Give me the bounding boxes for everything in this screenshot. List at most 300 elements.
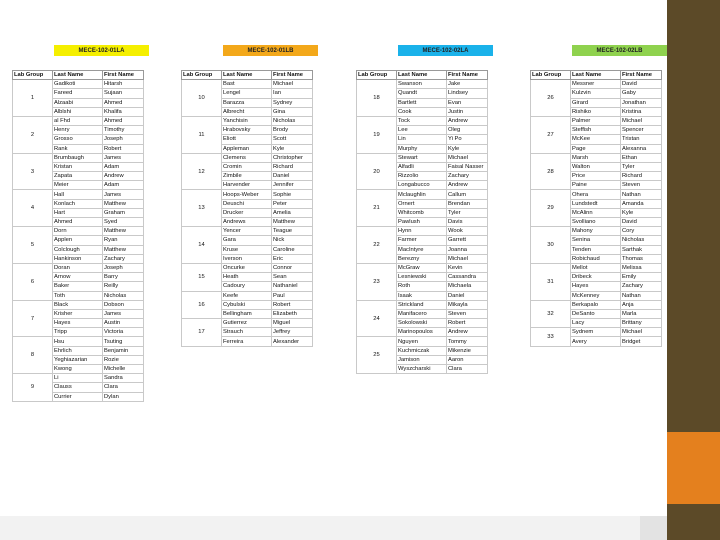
first-name-cell: Timothy xyxy=(103,126,144,135)
first-name-cell: James xyxy=(103,309,144,318)
first-name-cell: Reilly xyxy=(103,282,144,291)
first-name-cell: Sydney xyxy=(272,98,313,107)
first-name-cell: Robert xyxy=(103,144,144,153)
last-name-cell: Konlach xyxy=(53,199,103,208)
last-name-cell: Harvender xyxy=(222,181,272,190)
first-name-cell: Yi Po xyxy=(447,135,488,144)
column-header: Last Name xyxy=(397,71,447,80)
first-name-cell: Richard xyxy=(621,172,662,181)
last-name-cell: Iverson xyxy=(222,254,272,263)
lab-group-number: 26 xyxy=(531,80,571,117)
last-name-cell: McGraw xyxy=(397,263,447,272)
last-name-cell: Drucker xyxy=(222,208,272,217)
first-name-cell: Rozie xyxy=(103,355,144,364)
lab-group-number: 23 xyxy=(357,263,397,300)
first-name-cell: Ian xyxy=(272,89,313,98)
last-name-cell: Gutierrez xyxy=(222,319,272,328)
last-name-cell: Mahony xyxy=(571,227,621,236)
last-name-cell: Hayes xyxy=(571,282,621,291)
lab-group-number: 7 xyxy=(13,300,53,337)
last-name-cell: Bartlett xyxy=(397,98,447,107)
last-name-cell: Kruse xyxy=(222,245,272,254)
first-name-cell: Thomas xyxy=(621,254,662,263)
last-name-cell: Zapata xyxy=(53,172,103,181)
last-name-cell: DeSanto xyxy=(571,309,621,318)
first-name-cell: Zachary xyxy=(621,282,662,291)
table-row xyxy=(357,190,488,199)
first-name-cell: Tyler xyxy=(621,162,662,171)
lab-group-number: 5 xyxy=(13,227,53,264)
last-name-cell: Hoops-Weber xyxy=(222,190,272,199)
lab-group-number: 1 xyxy=(13,80,53,117)
last-name-cell: Ornert xyxy=(397,199,447,208)
first-name-cell: Steven xyxy=(447,309,488,318)
column-header: Last Name xyxy=(53,71,103,80)
column-header: Last Name xyxy=(571,71,621,80)
last-name-cell: Strauch xyxy=(222,328,272,337)
table-02la xyxy=(356,47,488,374)
last-name-cell: Cybulski xyxy=(222,300,272,309)
first-name-cell: Mikenzie xyxy=(447,346,488,355)
first-name-cell: Matthew xyxy=(103,199,144,208)
first-name-cell: Khalifa xyxy=(103,107,144,116)
table-row xyxy=(13,300,144,309)
first-name-cell: Daniel xyxy=(272,172,313,181)
last-name-cell: Ohera xyxy=(571,190,621,199)
first-name-cell: Kyle xyxy=(272,144,313,153)
lab-group-number: 20 xyxy=(357,153,397,190)
last-name-cell: Messner xyxy=(571,80,621,89)
first-name-cell: Sean xyxy=(272,273,313,282)
last-name-cell: Toth xyxy=(53,291,103,300)
lab-group-number: 27 xyxy=(531,116,571,153)
last-name-cell: Dribeck xyxy=(571,273,621,282)
first-name-cell: Nicholas xyxy=(621,236,662,245)
last-name-cell: Fareed xyxy=(53,89,103,98)
last-name-cell: Walton xyxy=(571,162,621,171)
last-name-cell: Hynn xyxy=(397,227,447,236)
first-name-cell: Barry xyxy=(103,273,144,282)
last-name-cell: Page xyxy=(571,144,621,153)
last-name-cell: Deuschi xyxy=(222,199,272,208)
first-name-cell: Matthew xyxy=(272,218,313,227)
lab-group-number: 9 xyxy=(13,374,53,402)
first-name-cell: Alexander xyxy=(272,337,313,346)
roster-table xyxy=(181,70,313,347)
first-name-cell: Tsuting xyxy=(103,337,144,346)
table-01lb xyxy=(181,47,313,347)
table-row xyxy=(13,337,144,346)
last-name-cell: Meier xyxy=(53,181,103,190)
last-name-cell: Alzaabi xyxy=(53,98,103,107)
first-name-cell: Jake xyxy=(447,80,488,89)
first-name-cell: Gina xyxy=(272,107,313,116)
last-name-cell: Cook xyxy=(397,107,447,116)
first-name-cell: Ethan xyxy=(621,153,662,162)
first-name-cell: James xyxy=(103,190,144,199)
first-name-cell: Kristina xyxy=(621,107,662,116)
first-name-cell: Tommy xyxy=(447,337,488,346)
lab-group-number: 15 xyxy=(182,263,222,291)
column-header: Lab Group xyxy=(13,71,53,80)
last-name-cell: Swanson xyxy=(397,80,447,89)
last-name-cell: Hrabovsky xyxy=(222,126,272,135)
column-header: Lab Group xyxy=(357,71,397,80)
last-name-cell: MacIntyre xyxy=(397,245,447,254)
first-name-cell: Jeffrey xyxy=(272,328,313,337)
last-name-cell: Steffish xyxy=(571,126,621,135)
lab-group-number: 32 xyxy=(531,300,571,328)
last-name-cell: Stewart xyxy=(397,153,447,162)
first-name-cell: Michael xyxy=(447,153,488,162)
table-row xyxy=(182,116,313,125)
last-name-cell: Bellingham xyxy=(222,309,272,318)
first-name-cell: Nathan xyxy=(621,291,662,300)
section-title: MECE-102-02LB xyxy=(572,45,667,56)
last-name-cell: Palmer xyxy=(571,116,621,125)
last-name-cell: Kristan xyxy=(53,162,103,171)
table-row xyxy=(357,263,488,272)
last-name-cell: Ehrlich xyxy=(53,346,103,355)
first-name-cell: Kyle xyxy=(447,144,488,153)
lab-group-number: 3 xyxy=(13,153,53,190)
lab-group-number: 8 xyxy=(13,337,53,374)
last-name-cell: Ferreira xyxy=(222,337,272,346)
first-name-cell: Wook xyxy=(447,227,488,236)
lab-group-number: 19 xyxy=(357,116,397,153)
last-name-cell: Lacy xyxy=(571,319,621,328)
last-name-cell: Price xyxy=(571,172,621,181)
lab-group-number: 12 xyxy=(182,153,222,190)
first-name-cell: Robert xyxy=(272,300,313,309)
last-name-cell: Clauss xyxy=(53,383,103,392)
first-name-cell: Nick xyxy=(272,236,313,245)
table-row xyxy=(13,80,144,89)
last-name-cell: Tenden xyxy=(571,245,621,254)
table-row xyxy=(357,227,488,236)
last-name-cell: Svolliano xyxy=(571,218,621,227)
first-name-cell: Sarthak xyxy=(621,245,662,254)
table-row xyxy=(182,319,313,328)
first-name-cell: Brody xyxy=(272,126,313,135)
last-name-cell: Lin xyxy=(397,135,447,144)
table-row xyxy=(182,227,313,236)
first-name-cell: Amanda xyxy=(621,199,662,208)
first-name-cell: Michael xyxy=(621,328,662,337)
last-name-cell: Kuchmiczak xyxy=(397,346,447,355)
first-name-cell: Nathaniel xyxy=(272,282,313,291)
first-name-cell: Callum xyxy=(447,190,488,199)
first-name-cell: Tristan xyxy=(621,135,662,144)
last-name-cell: Lengel xyxy=(222,89,272,98)
header-row xyxy=(531,71,662,80)
first-name-cell: Joanna xyxy=(447,245,488,254)
last-name-cell: Yencer xyxy=(222,227,272,236)
first-name-cell: Evan xyxy=(447,98,488,107)
first-name-cell: Adam xyxy=(103,162,144,171)
last-name-cell: Applen xyxy=(53,236,103,245)
lab-group-number: 10 xyxy=(182,80,222,117)
lab-group-number: 6 xyxy=(13,263,53,300)
first-name-cell: Justin xyxy=(447,107,488,116)
first-name-cell: Connor xyxy=(272,263,313,272)
roster-table xyxy=(12,70,144,402)
lab-group-number: 31 xyxy=(531,263,571,300)
first-name-cell: Matthew xyxy=(103,245,144,254)
lab-group-number: 25 xyxy=(357,337,397,374)
table-row xyxy=(357,337,488,346)
section-title: MECE-102-01LB xyxy=(223,45,318,56)
table-row xyxy=(531,227,662,236)
lab-group-number: 16 xyxy=(182,291,222,319)
last-name-cell: Isaak xyxy=(397,291,447,300)
first-name-cell: Ryan xyxy=(103,236,144,245)
last-name-cell: Arnow xyxy=(53,273,103,282)
last-name-cell: Henry xyxy=(53,126,103,135)
table-row xyxy=(357,153,488,162)
lab-group-number: 18 xyxy=(357,80,397,117)
header-row xyxy=(182,71,313,80)
last-name-cell: Robichaud xyxy=(571,254,621,263)
lab-group-number: 13 xyxy=(182,190,222,227)
first-name-cell: Clara xyxy=(447,365,488,374)
lab-group-number: 22 xyxy=(357,227,397,264)
first-name-cell: Peter xyxy=(272,199,313,208)
last-name-cell: Barazza xyxy=(222,98,272,107)
orange-accent-block xyxy=(667,432,720,504)
last-name-cell: Wyszcharski xyxy=(397,365,447,374)
table-row xyxy=(357,300,488,309)
last-name-cell: Jamison xyxy=(397,355,447,364)
first-name-cell: Michelle xyxy=(103,365,144,374)
last-name-cell: Hsu xyxy=(53,337,103,346)
first-name-cell: Melissa xyxy=(621,263,662,272)
first-name-cell: Michaela xyxy=(447,282,488,291)
last-name-cell: McAlinn xyxy=(571,208,621,217)
table-row xyxy=(357,80,488,89)
first-name-cell: Andrew xyxy=(447,328,488,337)
last-name-cell: Hall xyxy=(53,190,103,199)
last-name-cell: Cadoury xyxy=(222,282,272,291)
last-name-cell: Yeghiazarian xyxy=(53,355,103,364)
first-name-cell: Aaron xyxy=(447,355,488,364)
last-name-cell: Keefe xyxy=(222,291,272,300)
lab-group-number: 14 xyxy=(182,227,222,264)
last-name-cell: Alfadli xyxy=(397,162,447,171)
last-name-cell: Roth xyxy=(397,282,447,291)
last-name-cell: Girard xyxy=(571,98,621,107)
first-name-cell: Elizabeth xyxy=(272,309,313,318)
first-name-cell: Anja xyxy=(621,300,662,309)
last-name-cell: Tripp xyxy=(53,328,103,337)
first-name-cell: Brittany xyxy=(621,319,662,328)
last-name-cell: Avery xyxy=(571,337,621,346)
last-name-cell: Yanchisin xyxy=(222,116,272,125)
last-name-cell: Murphy xyxy=(397,144,447,153)
first-name-cell: Kyle xyxy=(621,208,662,217)
last-name-cell: Andrews xyxy=(222,218,272,227)
table-row xyxy=(182,80,313,89)
first-name-cell: Steven xyxy=(621,181,662,190)
last-name-cell: Marinopoulos xyxy=(397,328,447,337)
last-name-cell: Rishiko xyxy=(571,107,621,116)
first-name-cell: Clara xyxy=(103,383,144,392)
last-name-cell: Senina xyxy=(571,236,621,245)
last-name-cell: Paine xyxy=(571,181,621,190)
last-name-cell: Ahmed xyxy=(53,218,103,227)
lab-group-number: 2 xyxy=(13,116,53,153)
last-name-cell: Berkapalo xyxy=(571,300,621,309)
first-name-cell: Jennifer xyxy=(272,181,313,190)
section-title: MECE-102-01LA xyxy=(54,45,149,56)
last-name-cell: Rizzolio xyxy=(397,172,447,181)
table-row xyxy=(531,190,662,199)
table-row xyxy=(531,328,662,337)
first-name-cell: Garrett xyxy=(447,236,488,245)
last-name-cell: Gara xyxy=(222,236,272,245)
first-name-cell: Sophie xyxy=(272,190,313,199)
first-name-cell: Gaby xyxy=(621,89,662,98)
first-name-cell: Marla xyxy=(621,309,662,318)
first-name-cell: Teague xyxy=(272,227,313,236)
lab-group-number: 33 xyxy=(531,328,571,346)
last-name-cell: Dorn xyxy=(53,227,103,236)
last-name-cell: Li xyxy=(53,374,103,383)
last-name-cell: Lee xyxy=(397,126,447,135)
first-name-cell: Zachary xyxy=(447,172,488,181)
first-name-cell: Matthew xyxy=(103,227,144,236)
first-name-cell: Hitarsh xyxy=(103,80,144,89)
first-name-cell: Joseph xyxy=(103,263,144,272)
first-name-cell: Christopher xyxy=(272,153,313,162)
last-name-cell: Farmer xyxy=(397,236,447,245)
first-name-cell: Oleg xyxy=(447,126,488,135)
last-name-cell: Sokolowski xyxy=(397,319,447,328)
table-row xyxy=(13,227,144,236)
last-name-cell: McKee xyxy=(571,135,621,144)
table-row xyxy=(13,190,144,199)
first-name-cell: Dylan xyxy=(103,392,144,401)
first-name-cell: Nicholas xyxy=(103,291,144,300)
last-name-cell: Quandt xyxy=(397,89,447,98)
last-name-cell: Kwong xyxy=(53,365,103,374)
column-header: First Name xyxy=(621,71,662,80)
table-02lb xyxy=(530,47,662,347)
column-header: Lab Group xyxy=(531,71,571,80)
roster-table xyxy=(530,70,662,347)
first-name-cell: Caroline xyxy=(272,245,313,254)
first-name-cell: Dobson xyxy=(103,300,144,309)
lab-group-number: 11 xyxy=(182,116,222,153)
table-01la xyxy=(12,47,144,402)
last-name-cell: McKenney xyxy=(571,291,621,300)
first-name-cell: Emily xyxy=(621,273,662,282)
first-name-cell: Adam xyxy=(103,181,144,190)
first-name-cell: Lindsey xyxy=(447,89,488,98)
last-name-cell: Doran xyxy=(53,263,103,272)
lab-group-number: 28 xyxy=(531,153,571,190)
last-name-cell: Berezny xyxy=(397,254,447,263)
first-name-cell: Ahmed xyxy=(103,116,144,125)
first-name-cell: Bridget xyxy=(621,337,662,346)
first-name-cell: Brendan xyxy=(447,199,488,208)
table-row xyxy=(182,153,313,162)
first-name-cell: Zachary xyxy=(103,254,144,263)
first-name-cell: Robert xyxy=(447,319,488,328)
last-name-cell: Rank xyxy=(53,144,103,153)
header-row xyxy=(13,71,144,80)
last-name-cell: Manifacero xyxy=(397,309,447,318)
column-header: First Name xyxy=(447,71,488,80)
last-name-cell: Mellot xyxy=(571,263,621,272)
last-name-cell: Kulzvin xyxy=(571,89,621,98)
last-name-cell: Lesniewski xyxy=(397,273,447,282)
first-name-cell: Cassandra xyxy=(447,273,488,282)
column-header: Last Name xyxy=(222,71,272,80)
lab-group-number: 4 xyxy=(13,190,53,227)
last-name-cell: Gadikoti xyxy=(53,80,103,89)
first-name-cell: Mikayla xyxy=(447,300,488,309)
first-name-cell: Austin xyxy=(103,319,144,328)
last-name-cell: Currier xyxy=(53,392,103,401)
first-name-cell: Spencer xyxy=(621,126,662,135)
last-name-cell: Clemens xyxy=(222,153,272,162)
first-name-cell: Faisal Nasser xyxy=(447,162,488,171)
last-name-cell: Eliott xyxy=(222,135,272,144)
last-name-cell: Mclaughlin xyxy=(397,190,447,199)
column-header: First Name xyxy=(103,71,144,80)
first-name-cell: Michael xyxy=(272,80,313,89)
last-name-cell: Cromin xyxy=(222,162,272,171)
first-name-cell: Daniel xyxy=(447,291,488,300)
first-name-cell: Davis xyxy=(447,218,488,227)
last-name-cell: Zimbile xyxy=(222,172,272,181)
lab-group-number: 21 xyxy=(357,190,397,227)
first-name-cell: Andrew xyxy=(447,181,488,190)
last-name-cell: Alblshi xyxy=(53,107,103,116)
last-name-cell: Longabucco xyxy=(397,181,447,190)
lab-group-number: 29 xyxy=(531,190,571,227)
last-name-cell: Grosso xyxy=(53,135,103,144)
column-header: First Name xyxy=(272,71,313,80)
table-row xyxy=(182,263,313,272)
table-row xyxy=(13,263,144,272)
first-name-cell: Paul xyxy=(272,291,313,300)
first-name-cell: Joseph xyxy=(103,135,144,144)
section-title: MECE-102-02LA xyxy=(398,45,493,56)
first-name-cell: Sujaan xyxy=(103,89,144,98)
first-name-cell: Michael xyxy=(621,116,662,125)
table-row xyxy=(182,190,313,199)
first-name-cell: Tyler xyxy=(447,208,488,217)
table-row xyxy=(13,116,144,125)
last-name-cell: Albrecht xyxy=(222,107,272,116)
first-name-cell: Andrew xyxy=(103,172,144,181)
last-name-cell: Nguyen xyxy=(397,337,447,346)
last-name-cell: Appleman xyxy=(222,144,272,153)
table-row xyxy=(13,153,144,162)
table-row xyxy=(531,116,662,125)
last-name-cell: Krisher xyxy=(53,309,103,318)
last-name-cell: al Fhd xyxy=(53,116,103,125)
table-row xyxy=(357,116,488,125)
last-name-cell: Strickland xyxy=(397,300,447,309)
first-name-cell: Alexanna xyxy=(621,144,662,153)
table-row xyxy=(531,153,662,162)
first-name-cell: Kevin xyxy=(447,263,488,272)
first-name-cell: Syed xyxy=(103,218,144,227)
first-name-cell: Jonathan xyxy=(621,98,662,107)
